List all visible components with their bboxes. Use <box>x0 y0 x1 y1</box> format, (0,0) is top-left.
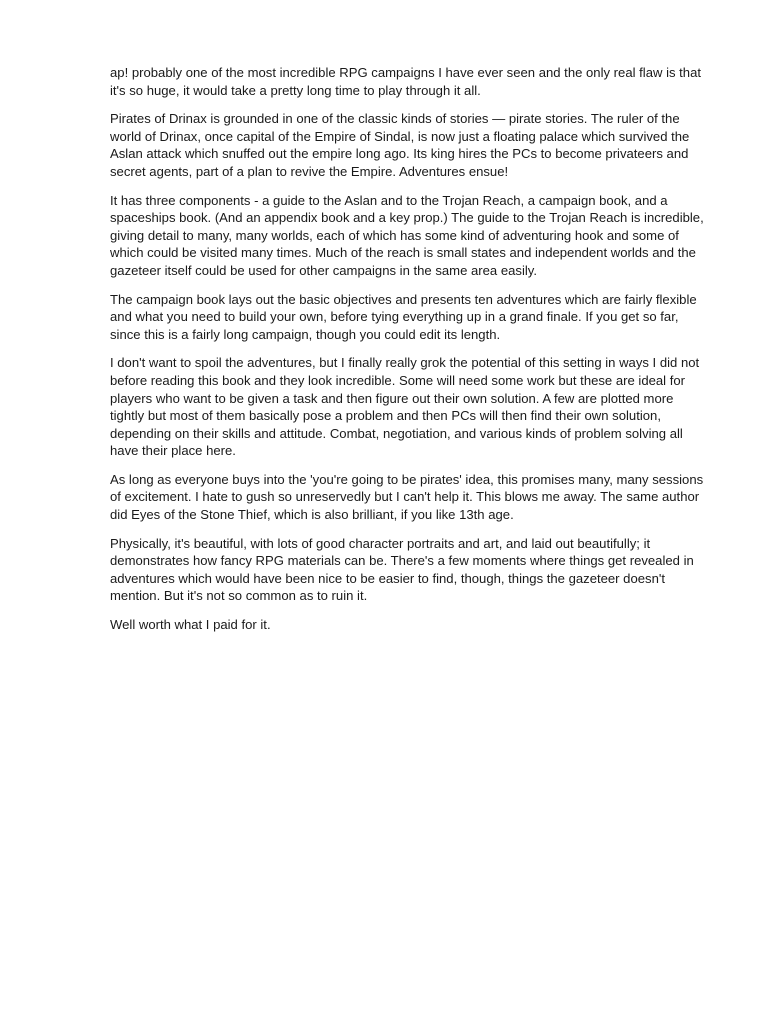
paragraph-2: Pirates of Drinax is grounded in one of the classic kinds of stories — pirate stories. The ruler of the world of Drinax, once capital of the Empire of Sindal, is now just a floating palace which survived the Aslan attack which snuffed out the empire long ago. Its king hires the PCs to become privateers and secret agents, part of a plan to revive the Empire. Adventures ensue! <box>110 111 690 179</box>
paragraph-8: Well worth what I paid for it. <box>110 617 271 633</box>
paragraph-3: It has three components - a guide to the Aslan and to the Trojan Reach, a campaign book, and a spaceships book. (And an appendix book and a key prop.) The guide to the Trojan Reach is incredible, giving detail to many, many worlds, each of which has some kind of adventuring hook and some of which could be visited many times. Much of the reach is small states and independent worlds and the gazeteer itself could be used for other campaigns in the same area easily. <box>110 192 704 278</box>
paragraph-1: ap! probably one of the most incredible RPG campaigns I have ever seen and the only real flaw is that it's so huge, it would take a pretty long time to play through it all. <box>110 65 702 98</box>
paragraph-6: As long as everyone buys into the 'you're going to be pirates' idea, this promises many, many sessions of excitement. I hate to gush so unreservedly but I can't help it. This blows me away. The same author did Eyes of the Stone Thief, which is also brilliant, if you like 13th age. <box>110 471 704 523</box>
paragraph-5: I don't want to spoil the adventures, but I finally really grok the potential of this setting in ways I did not before reading this book and they look incredible. Some will need some work but these are ideal for players who want to be given a task and then figure out their own solution. A few are plotted more tightly but most of them basically pose a problem and then PCs will then find their own solution, depending on their skills and attitude. Combat, negotiation, and various kinds of problem solving all have their place here. <box>110 355 700 459</box>
paragraph-7: Physically, it's beautiful, with lots of good character portraits and art, and laid out beautifully; it demonstrates how fancy RPG materials can be. There's a few moments where things get revealed in adventures which would have been nice to be easier to find, though, things the gazeteer doesn't mention. But it's not so common as to ruin it. <box>110 535 694 604</box>
document-body <box>110 64 710 645</box>
paragraph-4: The campaign book lays out the basic objectives and presents ten adventures which are fairly flexible and what you need to build your own, before tying everything up in a grand finale. If you get so far, since this is a fairly long campaign, though you could edit its length. <box>110 291 697 342</box>
